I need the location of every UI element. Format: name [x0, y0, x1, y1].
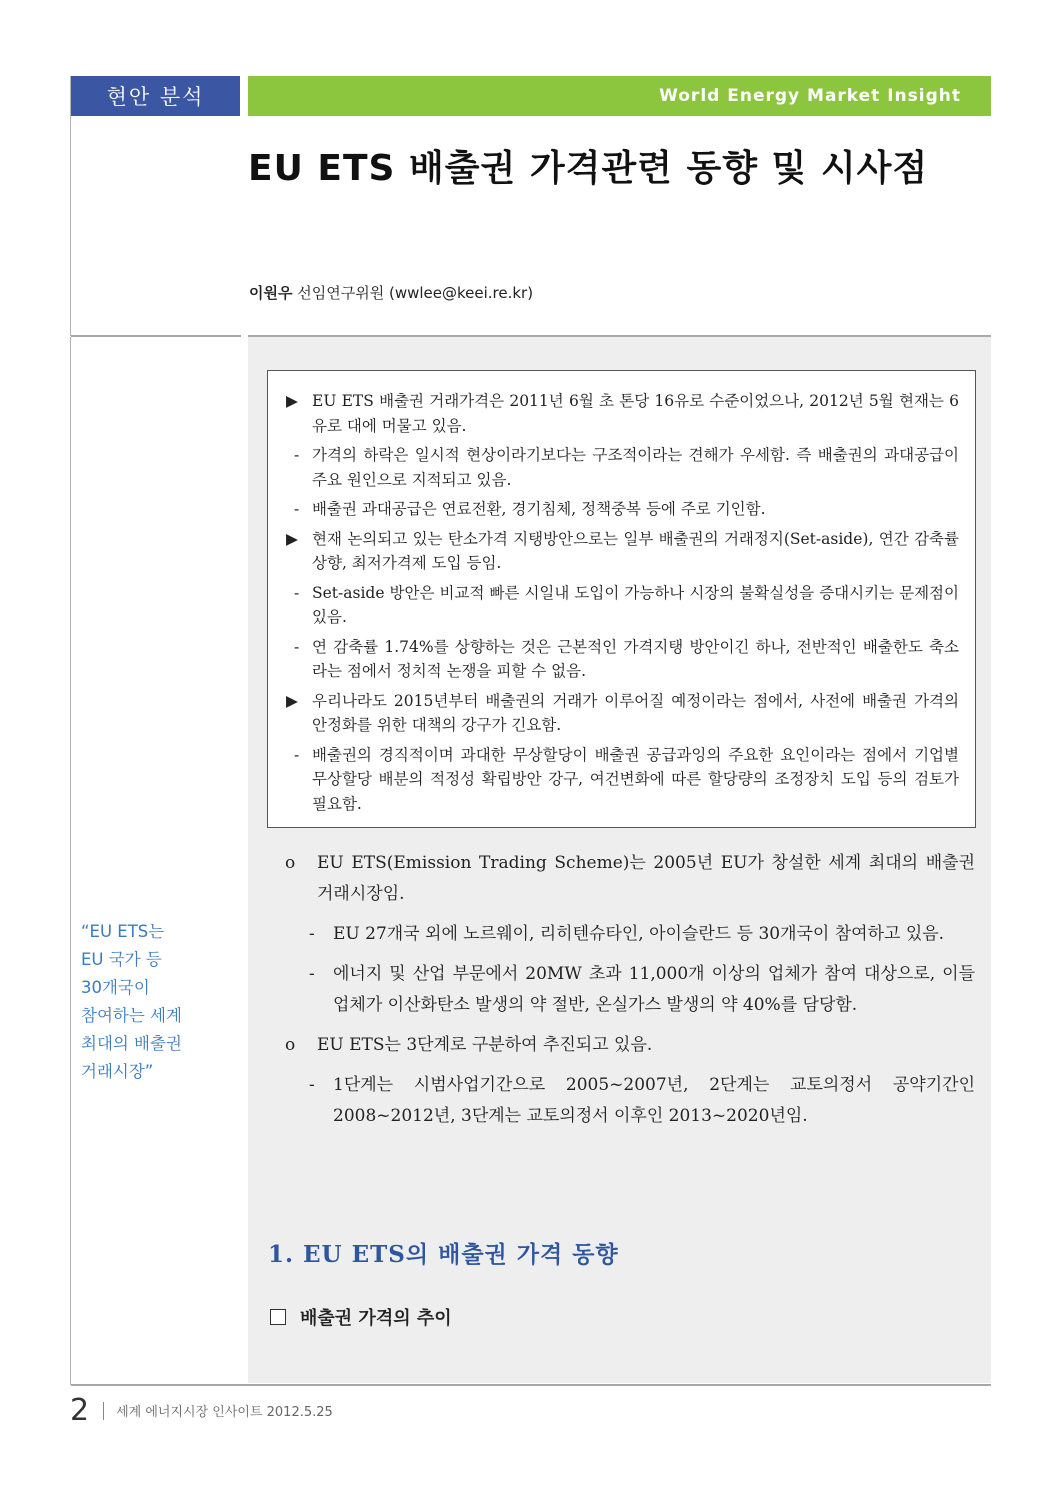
body-item [285, 848, 975, 910]
body-item [309, 959, 975, 1021]
subsection-heading-text: 배출권 가격의 추이 [300, 1308, 452, 1329]
section-heading: 1. EU ETS의 배출권 가격 동향 [268, 1241, 619, 1268]
dash-bullet-icon: - [309, 964, 315, 984]
summary-item-text: EU ETS 배출권 거래가격은 2011년 6월 초 톤당 16유로 수준이었으나, 2012년 5월 현재는 6유로 대에 머물고 있음. [312, 392, 959, 435]
footer-publication: 세계 에너지시장 인사이트 2012.5.25 [116, 1405, 333, 1420]
summary-item [286, 689, 959, 738]
dash-bullet-icon: - [294, 745, 300, 764]
summary-item-text: Set-aside 방안은 비교적 빠른 시일내 도입이 가능하나 시장의 불확실성을 증대시키는 문제점이 있음. [312, 583, 959, 626]
body-item-text: 1단계는 시범사업기간으로 2005~2007년, 2단계는 교토의정서 공약기간인 2008~2012년, 3단계는 교토의정서 이후인 2013~2020년임. [333, 1075, 975, 1126]
footer [70, 1393, 333, 1428]
summary-item [294, 581, 959, 630]
dash-bullet-icon: - [309, 924, 315, 944]
summary-item-text: 우리나라도 2015년부터 배출권의 거래가 이루어질 예정이라는 점에서, 사전에 배출권 가격의 안정화를 위한 대책의 강구가 긴요함. [312, 691, 959, 734]
body-item-text: EU ETS(Emission Trading Scheme)는 2005년 EU가 창설한 세계 최대의 배출권 거래시장임. [317, 853, 975, 904]
summary-item-text: 현재 논의되고 있는 탄소가격 지탱방안으로는 일부 배출권의 거래정지(Set-aside), 연간 감축률 상향, 최저가격제 도입 등임. [312, 529, 959, 572]
summary-item-text: 연 감축률 1.74%를 상향하는 것은 근본적인 가격지탱 방안이긴 하나, 전반적인 배출한도 축소라는 점에서 정치적 논쟁을 피할 수 없음. [312, 637, 959, 680]
author-role-email: 선임연구위원 (wwlee@keei.re.kr) [297, 284, 534, 302]
body-item-text: EU 27개국 외에 노르웨이, 리히텐슈타인, 아이슬란드 등 30개국이 참여하고 있음. [333, 924, 945, 944]
dash-bullet-icon: - [294, 637, 300, 656]
triangle-bullet-icon: ▶ [286, 529, 298, 548]
dash-bullet-icon: - [294, 500, 300, 518]
page-number: 2 [70, 1393, 90, 1428]
summary-item [294, 497, 959, 522]
summary-item-text: 가격의 하락은 일시적 현상이라기보다는 구조적이라는 견해가 우세함. 즉 배출권의 과대공급이 주요 원인으로 지적되고 있음. [312, 446, 959, 489]
checkbox-icon [270, 1309, 286, 1325]
body-item [309, 1070, 975, 1132]
body-item-text: EU ETS는 3단계로 구분하여 추진되고 있음. [317, 1035, 653, 1055]
side-quote-line: 30개국이 [81, 978, 150, 997]
summary-item [286, 389, 959, 438]
summary-item [286, 527, 959, 576]
dash-bullet-icon: - [294, 583, 300, 602]
circle-bullet-icon: o [285, 1035, 296, 1055]
summary-item [294, 635, 959, 684]
triangle-bullet-icon: ▶ [286, 691, 298, 710]
body-item-text: 에너지 및 산업 부문에서 20MW 초과 11,000개 이상의 업체가 참여 대상으로, 이들 업체가 이산화탄소 발생의 약 절반, 온실가스 발생의 약 40%를 담당함. [333, 964, 975, 1015]
author-name: 이원우 [249, 284, 293, 302]
summary-item [294, 443, 959, 492]
author-line [249, 282, 533, 303]
summary-item-text: 배출권 과대공급은 연료전환, 경기침체, 정책중복 등에 주로 기인함. [312, 500, 766, 518]
footer-separator [103, 1402, 104, 1420]
left-margin-rule-top [70, 76, 71, 336]
summary-item-text: 배출권의 경직적이며 과대한 무상할당이 배출권 공급과잉의 주요한 요인이라는 점에서 기업별 무상할당 배분의 적정성 확립방안 강구, 여건변화에 따른 할당량의 조정장치 도입 등의 검토가 필요함. [312, 745, 959, 813]
side-quote-line: “EU ETS는 [81, 922, 165, 941]
body-text [285, 848, 975, 1141]
side-quote-line: 최대의 배출권 [81, 1034, 182, 1053]
dash-bullet-icon: - [309, 1075, 315, 1095]
dash-bullet-icon: - [294, 446, 300, 464]
side-quote-line: EU 국가 등 [81, 950, 162, 969]
side-quote-line: 참여하는 세계 [81, 1006, 182, 1025]
footer-rule [71, 1384, 991, 1386]
side-quote-line: 거래시장” [81, 1062, 154, 1081]
section-label: 현안 분석 [71, 76, 240, 116]
summary-item [294, 743, 959, 817]
triangle-bullet-icon: ▶ [286, 392, 298, 410]
page-title: EU ETS 배출권 가격관련 동향 및 시사점 [248, 148, 929, 189]
side-quote [81, 918, 231, 1086]
divider-left [71, 335, 241, 337]
summary-box [267, 370, 976, 828]
left-margin-rule-bottom [70, 337, 71, 1385]
subsection-heading [268, 1304, 452, 1330]
circle-bullet-icon: o [285, 853, 296, 873]
series-label: World Energy Market Insight [248, 76, 991, 116]
body-item [309, 919, 975, 950]
body-item [285, 1030, 975, 1061]
